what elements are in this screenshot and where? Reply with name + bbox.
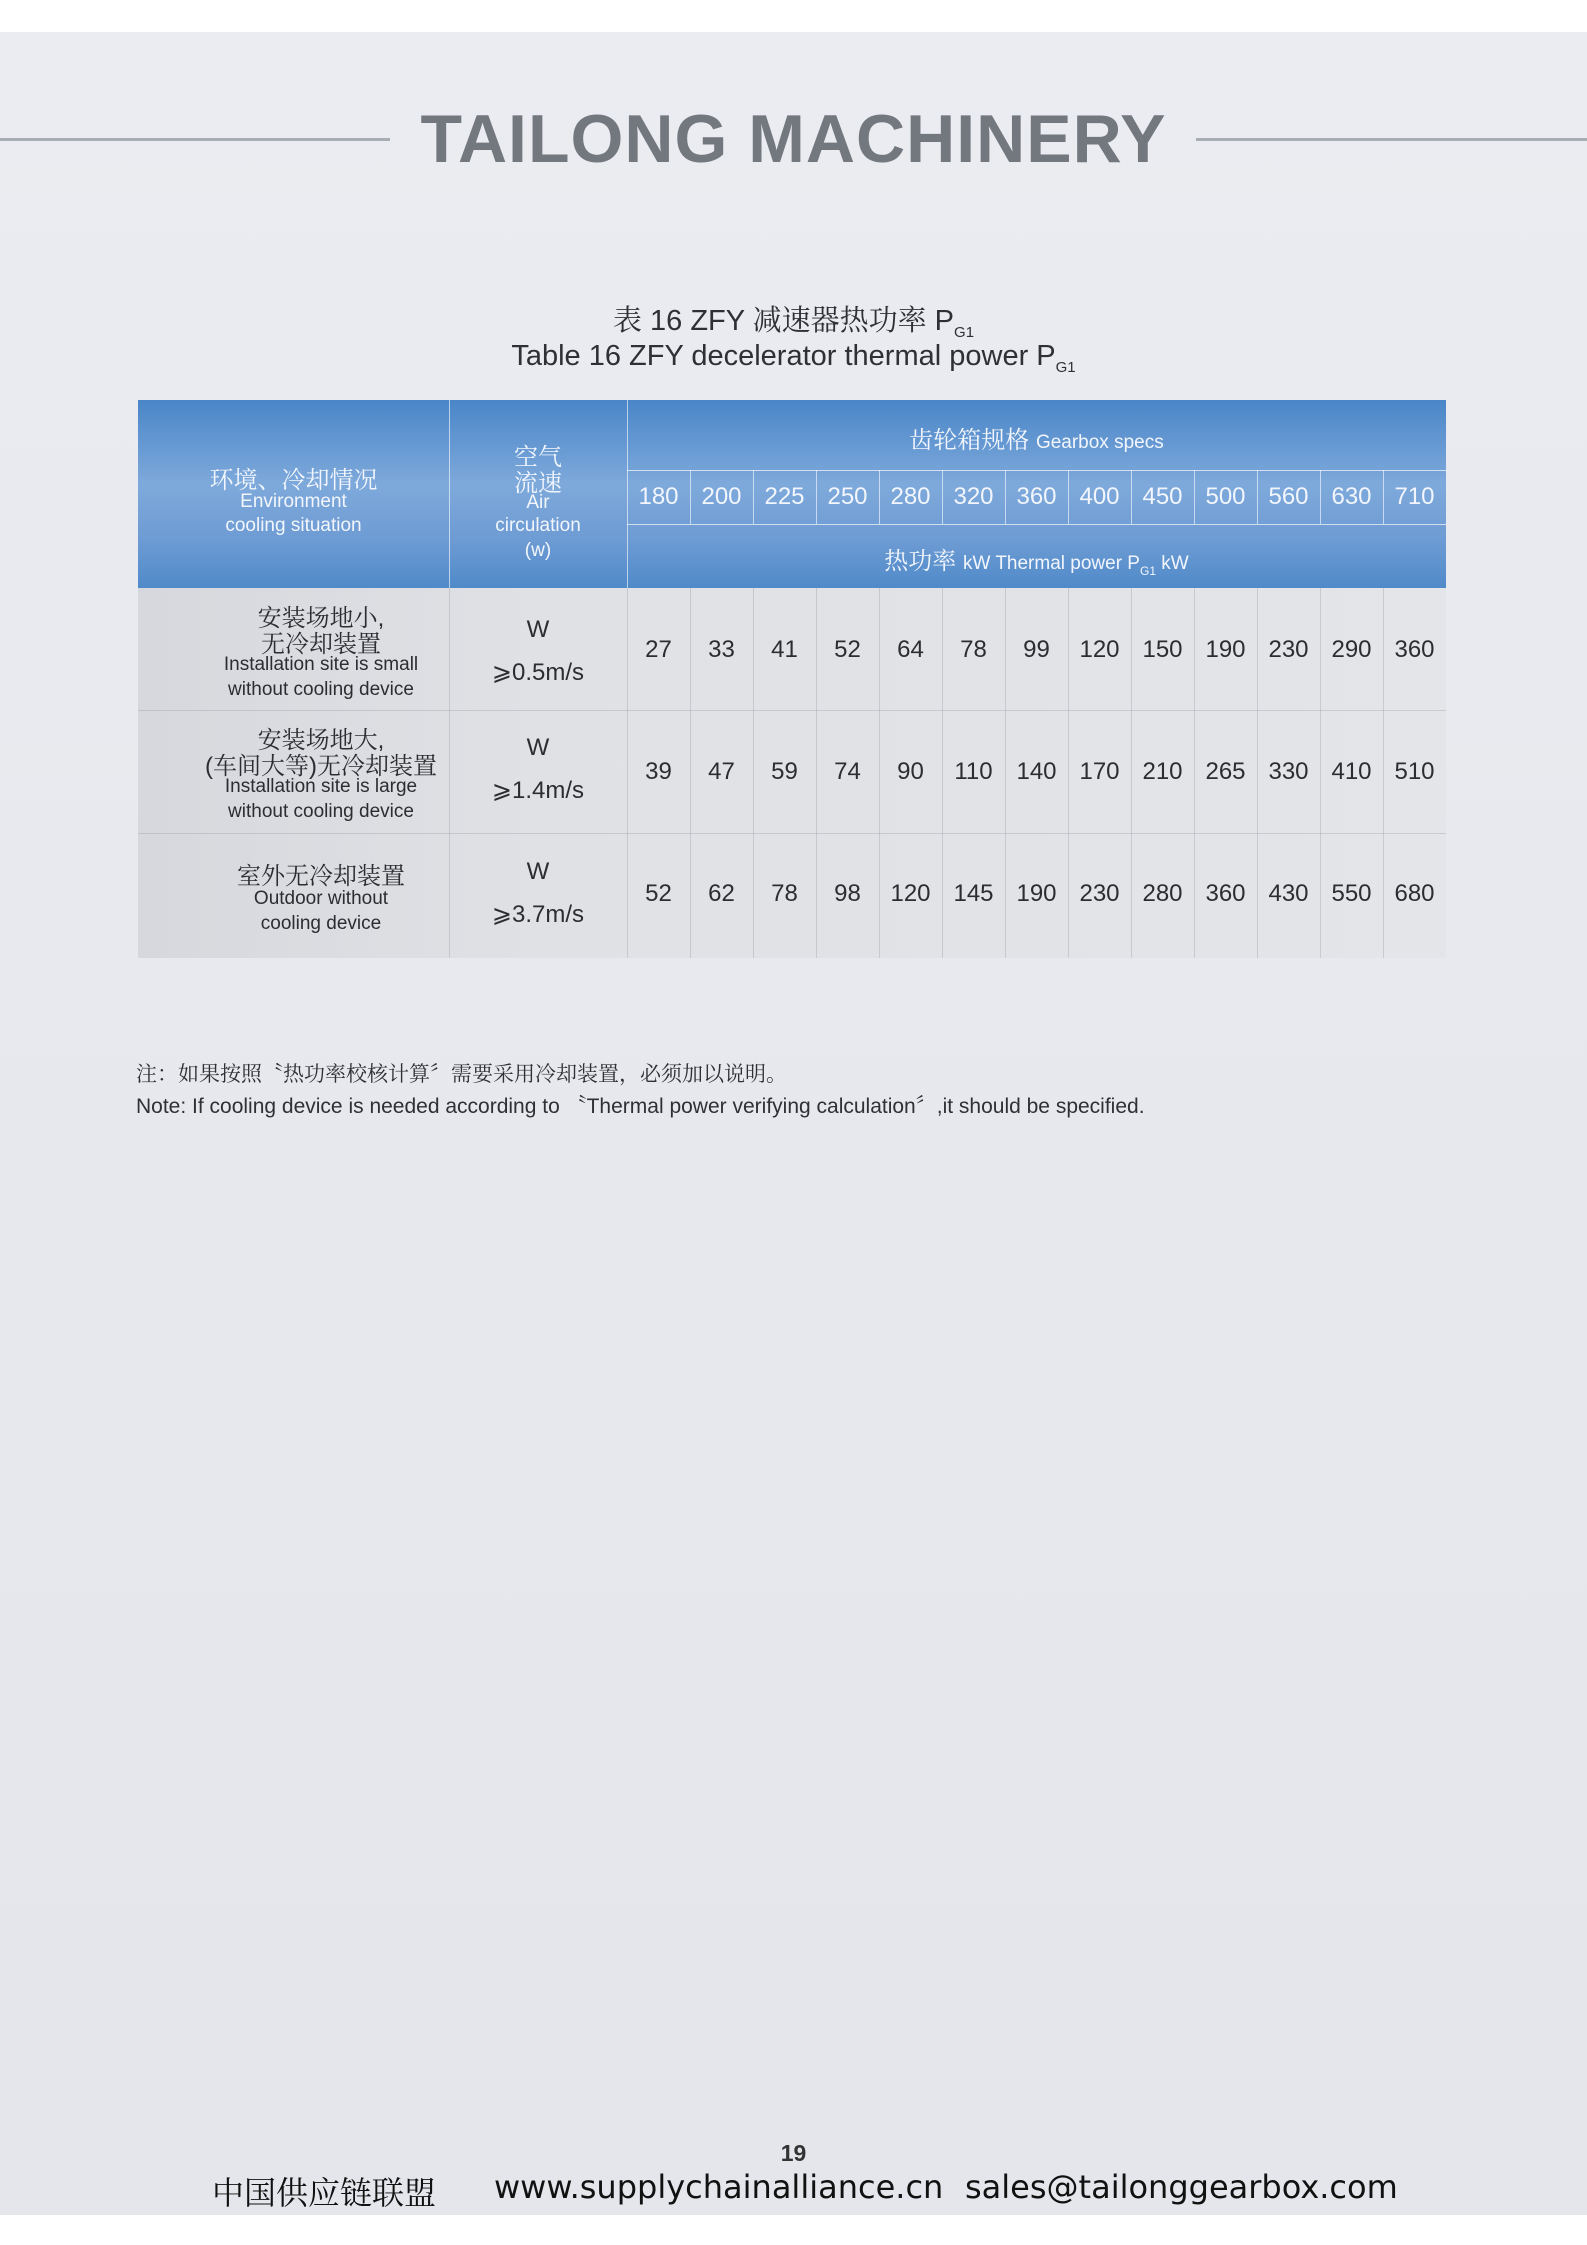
row2-label-cn2: (车间大等)无冷却装置: [205, 753, 437, 780]
row3-air-speed: ⩾3.7m/s: [491, 901, 585, 928]
row3-label-en2: cooling device: [260, 913, 382, 934]
cell-r1-400: 120: [1079, 636, 1120, 663]
cell-r2-560: 330: [1268, 758, 1309, 785]
cell-r1-360: 99: [1023, 636, 1050, 663]
brand-title: TAILONG MACHINERY: [420, 101, 1167, 177]
row2-label-cn1: 安装场地大,: [257, 727, 385, 754]
cell-r2-710: 510: [1394, 758, 1435, 785]
cell-r1-630: 290: [1331, 636, 1372, 663]
cell-r3-360: 190: [1016, 880, 1057, 907]
row2-label-en1: Installation site is large: [224, 776, 418, 797]
footer-org: 中国供应链联盟: [212, 2174, 437, 2212]
cell-r1-320: 78: [960, 636, 987, 663]
spec-320: 320: [953, 483, 994, 510]
cell-r2-450: 210: [1142, 758, 1183, 785]
row1-label-cn2: 无冷却装置: [261, 631, 381, 658]
cell-r3-320: 145: [953, 880, 994, 907]
cell-r1-200: 33: [708, 636, 735, 663]
row1-air-speed: ⩾0.5m/s: [491, 659, 585, 686]
power-header: 热功率 kW Thermal power $P_{G1}$ kW: [884, 548, 1189, 578]
air-header-cn2: 流速: [514, 470, 562, 497]
cell-r3-560: 430: [1268, 880, 1309, 907]
row1-label-en2: without cooling device: [228, 679, 414, 700]
cell-r1-710: 360: [1394, 636, 1435, 663]
cell-r3-180: 52: [645, 880, 672, 907]
cell-r2-500: 265: [1205, 758, 1246, 785]
caption-en: Table 16 ZFY decelerator thermal power $P_{G1}$: [511, 340, 1076, 376]
air-header-en3: (w): [524, 540, 552, 561]
cell-r1-280: 64: [897, 636, 924, 663]
cell-r2-225: 59: [771, 758, 798, 785]
cell-r3-280: 120: [890, 880, 931, 907]
cell-r3-500: 360: [1205, 880, 1246, 907]
cell-r3-250: 98: [834, 880, 861, 907]
cell-r3-630: 550: [1331, 880, 1372, 907]
cell-r2-280: 90: [897, 758, 924, 785]
cell-r1-500: 190: [1205, 636, 1246, 663]
page-number: 19: [780, 2140, 807, 2166]
row3-label-en1: Outdoor without: [253, 888, 389, 909]
env-header-cn: 环境、冷却情况: [209, 467, 378, 494]
spec-180: 180: [638, 483, 679, 510]
row3-air-unit: W: [526, 858, 550, 885]
cell-r1-560: 230: [1268, 636, 1309, 663]
spec-360: 360: [1016, 483, 1057, 510]
spec-280: 280: [890, 483, 931, 510]
cell-r2-200: 47: [708, 758, 735, 785]
row3-label-cn1: 室外无冷却装置: [237, 863, 405, 890]
footer-email[interactable]: sales@tailonggearbox.com: [965, 2168, 1398, 2206]
cell-r2-630: 410: [1331, 758, 1372, 785]
spec-560: 560: [1268, 483, 1309, 510]
footer-site[interactable]: www.supplychainalliance.cn: [494, 2168, 944, 2206]
cell-r3-450: 280: [1142, 880, 1183, 907]
air-header-en1: Air: [526, 492, 550, 513]
spec-225: 225: [764, 483, 805, 510]
spec-500: 500: [1205, 483, 1246, 510]
spec-400: 400: [1079, 483, 1120, 510]
spec-710: 710: [1394, 483, 1435, 510]
cell-r3-200: 62: [708, 880, 735, 907]
cell-r2-180: 39: [645, 758, 672, 785]
cell-r2-360: 140: [1016, 758, 1057, 785]
note-en: Note: If cooling device is needed according to 〝Thermal power verifying calculation〞,it should be specified.: [136, 1095, 1145, 1118]
row1-label-en1: Installation site is small: [223, 654, 419, 675]
caption-cn: 表 16 ZFY 减速器热功率 $P_{G1}$: [612, 305, 975, 341]
cell-r1-250: 52: [834, 636, 861, 663]
air-header-en2: circulation: [495, 515, 581, 536]
note-cn: 注：如果按照〝热功率校核计算〞需要采用冷却装置，必须加以说明。: [136, 1063, 787, 1086]
cell-r3-710: 680: [1394, 880, 1435, 907]
spec-200: 200: [701, 483, 742, 510]
cell-r2-400: 170: [1079, 758, 1120, 785]
row1-label-cn1: 安装场地小,: [257, 605, 385, 632]
spec-250: 250: [827, 483, 868, 510]
cell-r1-450: 150: [1142, 636, 1183, 663]
cell-r2-320: 110: [954, 758, 993, 785]
env-header-en1: Environment: [240, 491, 347, 512]
table-header: [138, 400, 1446, 588]
air-header-cn1: 空气: [514, 444, 562, 471]
row2-air-speed: ⩾1.4m/s: [491, 777, 585, 804]
cell-r1-180: 27: [645, 636, 672, 663]
spec-630: 630: [1331, 483, 1372, 510]
row2-air-unit: W: [526, 734, 550, 761]
table-body: [138, 588, 1446, 958]
cell-r2-250: 74: [834, 758, 861, 785]
cell-r3-400: 230: [1079, 880, 1120, 907]
cell-r1-225: 41: [771, 636, 798, 663]
row2-label-en2: without cooling device: [228, 801, 414, 822]
cell-r3-225: 78: [771, 880, 798, 907]
env-header-en2: cooling situation: [225, 515, 362, 536]
specs-header: 齿轮箱规格 Gearbox specs: [909, 427, 1164, 454]
row1-air-unit: W: [526, 616, 550, 643]
thermal-power-table: [138, 400, 1446, 958]
spec-450: 450: [1142, 483, 1183, 510]
